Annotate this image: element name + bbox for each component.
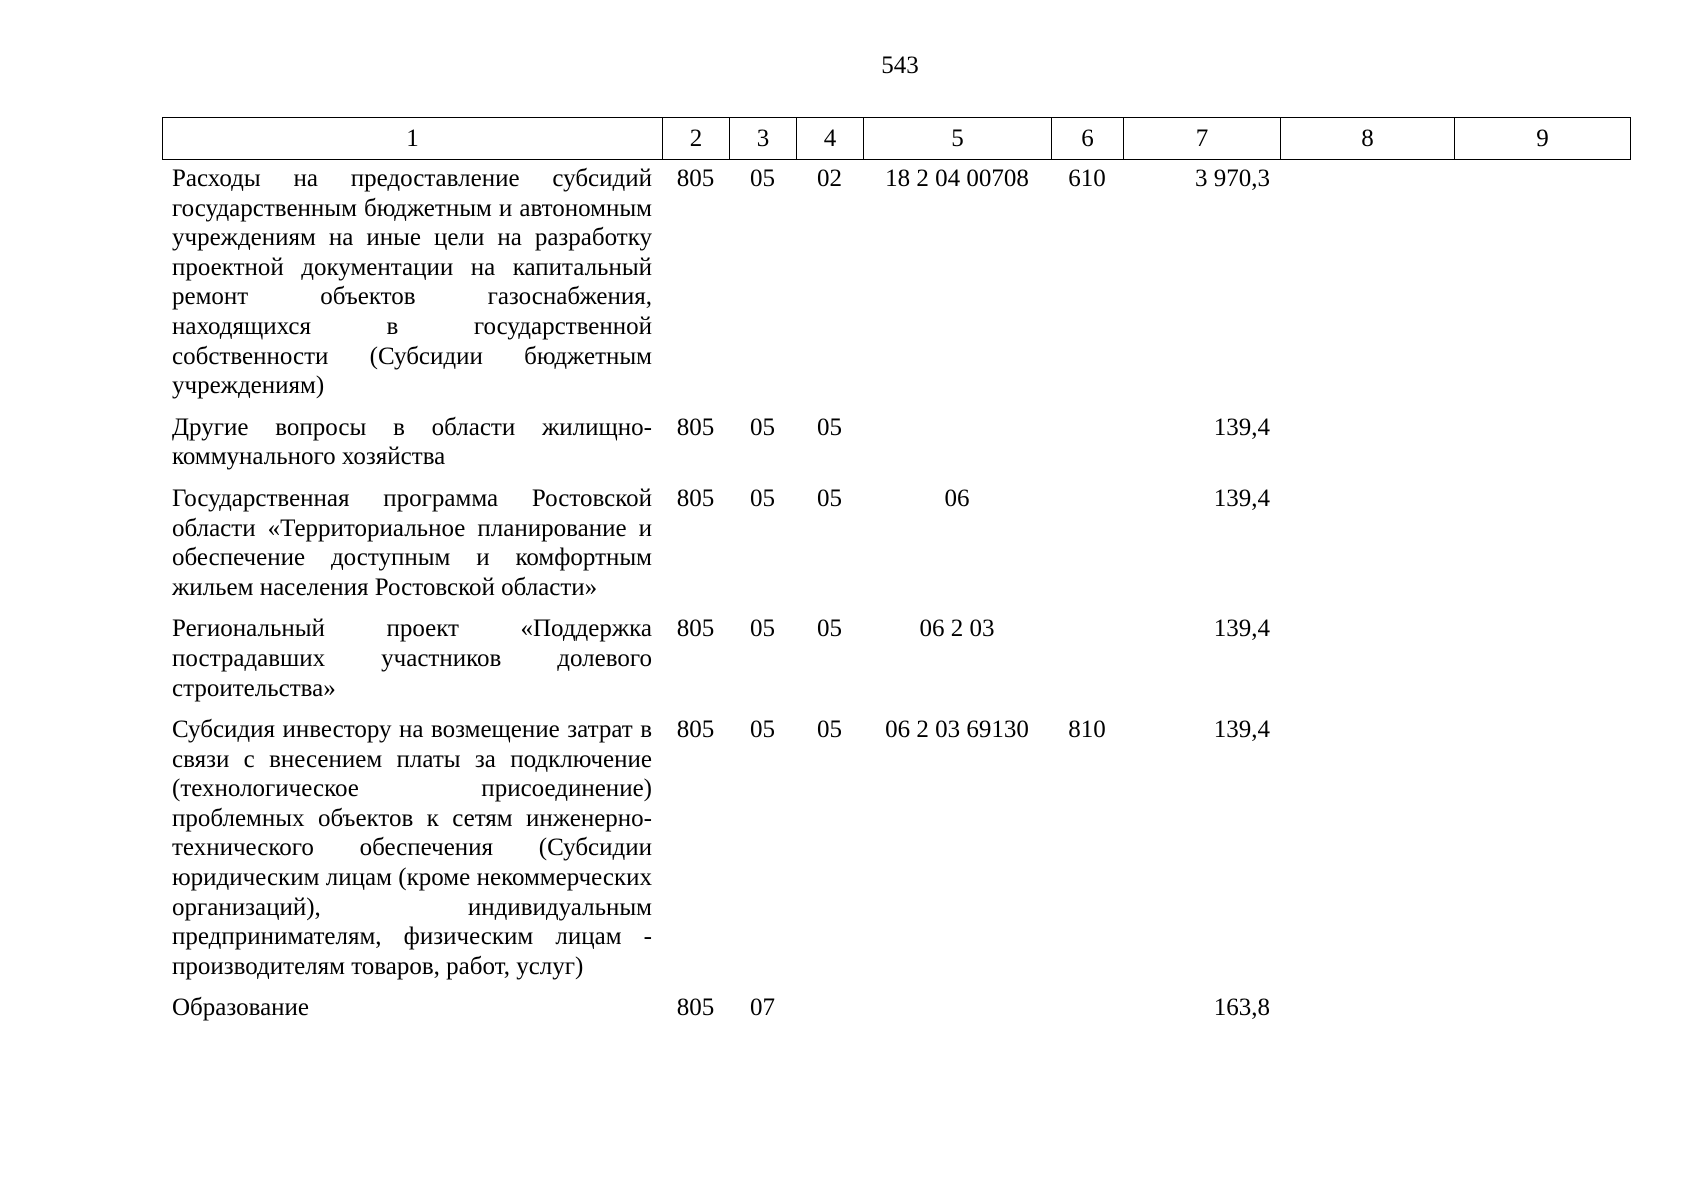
row-col9-cell <box>1454 614 1630 715</box>
row-col5-cell <box>863 993 1051 1035</box>
header-cell-8: 8 <box>1281 118 1455 160</box>
row-col3-cell: 07 <box>750 994 775 1022</box>
row-col3-cell: 05 <box>750 615 775 643</box>
row-col5-cell <box>863 413 1051 484</box>
row-col4-cell: 05 <box>817 716 842 744</box>
row-name-cell: Другие вопросы в области жилищно-коммунального хозяйства <box>172 413 652 471</box>
row-col2-cell: 805 <box>676 716 715 744</box>
row-col9-cell <box>1454 993 1630 1035</box>
table-header <box>162 117 1631 160</box>
row-col2-cell: 805 <box>676 994 715 1022</box>
table-row <box>162 164 1630 413</box>
row-name-cell: Региональный проект «Поддержка пострадавших участников долевого строительства» <box>172 615 652 702</box>
row-col6-cell: 810 <box>1068 716 1106 744</box>
row-col6-cell: 610 <box>1068 165 1106 192</box>
table-row <box>162 715 1630 993</box>
row-col5-cell: 06 2 03 69130 <box>885 716 1029 744</box>
row-col4-cell: 05 <box>817 615 842 643</box>
header-cell-2: 2 <box>663 118 730 160</box>
row-col3-cell: 05 <box>750 413 775 441</box>
row-col3-cell: 05 <box>750 484 775 512</box>
row-col6-cell <box>1051 413 1123 484</box>
row-col3-cell: 05 <box>750 165 775 192</box>
row-col7-cell: 163,8 <box>1213 994 1270 1022</box>
row-col2-cell: 805 <box>676 165 715 192</box>
header-cell-5: 5 <box>864 118 1052 160</box>
header-cell-4: 4 <box>797 118 864 160</box>
row-col8-cell <box>1280 413 1454 484</box>
row-col5-cell: 06 2 03 <box>919 615 995 643</box>
row-col8-cell <box>1280 715 1454 993</box>
row-col9-cell <box>1454 715 1630 993</box>
row-col9-cell <box>1454 164 1630 413</box>
row-col8-cell <box>1280 484 1454 614</box>
row-col9-cell <box>1454 484 1630 614</box>
header-row <box>163 118 1631 160</box>
row-col2-cell: 805 <box>676 484 715 512</box>
table-body <box>162 164 1630 1035</box>
row-name-cell: Субсидия инвестору на возмещение затрат в связи с внесением платы за подключение (технологическое присоединение) проблемных объектов к сетям инженерно-технического обеспечения (Субсидии юридическим лицам (кроме некоммерческих организаций), индивидуальным предпринимателям, физическим лицам - производителям товаров, работ, услуг) <box>172 716 652 980</box>
table-row <box>162 614 1630 715</box>
row-col2-cell: 805 <box>676 615 715 643</box>
row-col6-cell <box>1051 484 1123 614</box>
row-col6-cell <box>1051 614 1123 715</box>
row-name-cell: Образование <box>172 994 310 1022</box>
row-col7-cell: 139,4 <box>1213 615 1270 643</box>
row-col6-cell <box>1051 993 1123 1035</box>
header-cell-9: 9 <box>1455 118 1631 160</box>
header-cell-6: 6 <box>1052 118 1124 160</box>
row-col3-cell: 05 <box>750 716 775 744</box>
row-col7-cell: 3 970,3 <box>1195 165 1270 192</box>
row-name-cell: Расходы на предоставление субсидий государственным бюджетным и автономным учреждениям на иные цели на разработку проектной документации на капитальный ремонт объектов газоснабжения, находящихся в государственной собственности (Субсидии бюджетным учреждениям) <box>172 165 652 400</box>
row-col4-cell <box>796 993 863 1035</box>
row-col2-cell: 805 <box>676 413 715 441</box>
row-col4-cell: 02 <box>817 165 842 192</box>
row-col7-cell: 139,4 <box>1213 484 1270 512</box>
row-col4-cell: 05 <box>817 413 842 441</box>
row-col5-cell: 18 2 04 00708 <box>885 165 1029 192</box>
row-col8-cell <box>1280 164 1454 413</box>
row-col8-cell <box>1280 993 1454 1035</box>
header-cell-3: 3 <box>730 118 797 160</box>
page-number: 543 <box>881 52 919 79</box>
row-col4-cell: 05 <box>817 484 842 512</box>
header-cell-1: 1 <box>163 118 663 160</box>
table-row <box>162 413 1630 484</box>
row-col7-cell: 139,4 <box>1213 716 1270 744</box>
row-col9-cell <box>1454 413 1630 484</box>
table-row <box>162 484 1630 614</box>
row-col8-cell <box>1280 614 1454 715</box>
table-row <box>162 993 1630 1035</box>
header-cell-7: 7 <box>1124 118 1281 160</box>
row-col7-cell: 139,4 <box>1213 413 1270 441</box>
row-name-cell: Государственная программа Ростовской области «Территориальное планирование и обеспечение доступным и комфортным жильем населения Ростовской области» <box>172 484 652 601</box>
row-col5-cell: 06 <box>944 484 970 512</box>
